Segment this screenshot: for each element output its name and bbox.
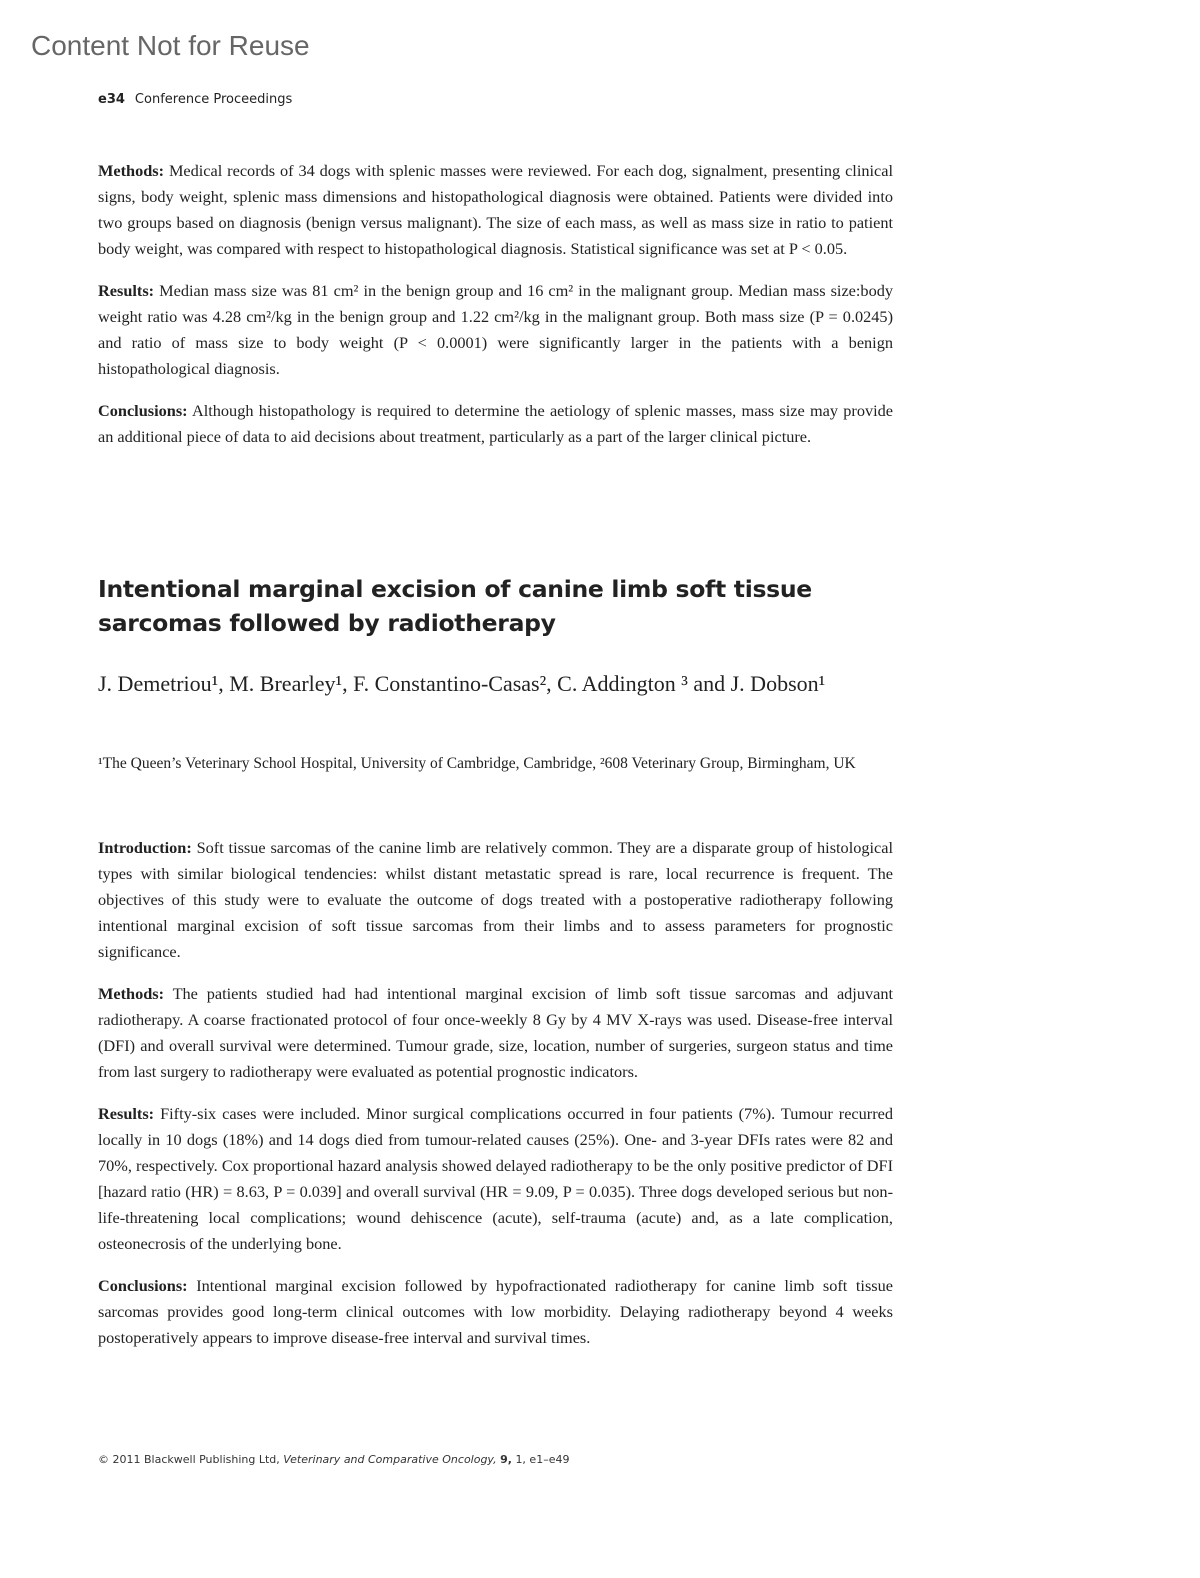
paragraph-conclusions (98, 398, 893, 450)
paragraph-methods (98, 158, 893, 262)
label: Methods: (98, 984, 165, 1003)
paragraph-methods (98, 981, 893, 1085)
page-number: e34 (98, 92, 125, 107)
article-affiliation: ¹The Queen’s Veterinary School Hospital, University of Cambridge, Cambridge, ²608 Veterinary Group, Birmingham, UK (98, 755, 856, 772)
label: Results: (98, 1104, 155, 1123)
label: Conclusions: (98, 1276, 188, 1295)
label: Introduction: (98, 838, 192, 857)
article-authors: J. Demetriou¹, M. Brearley¹, F. Constantino-Casas², C. Addington ³ and J. Dobson¹ (98, 671, 826, 696)
journal-name: Veterinary and Comparative Oncology, (283, 1453, 497, 1466)
article-abstract (98, 835, 893, 1367)
page-footer (98, 1453, 569, 1466)
label: Methods: (98, 161, 165, 180)
paragraph-results (98, 278, 893, 382)
text: Medical records of 34 dogs with splenic masses were reviewed. For each dog, signalment, presenting clinical signs, body weight, splenic mass dimensions and histopathological diagnosis were obtained. Patients were divided into two groups based on diagnosis (benign versus malignant). The size of each mass, as well as mass size in ratio to patient body weight, was compared with respect to histopathological diagnosis. Statistical significance was set at P < 0.05. (98, 161, 893, 258)
issue-pages: 1, e1–e49 (515, 1453, 570, 1466)
running-head (98, 92, 292, 107)
text: Fifty-six cases were included. Minor surgical complications occurred in four patients (7%). Tumour recurred locally in 10 dogs (18%) and 14 dogs died from tumour-related causes (25%). One- and 3-year DFIs rates were 82 and 70%, respectively. Cox proportional hazard analysis showed delayed radiotherapy to be the only positive predictor of DFI [hazard ratio (HR) = 8.63, P = 0.039] and overall survival (HR = 9.09, P = 0.035). Three dogs developed serious but non-life-threatening local complications; wound dehiscence (acute), self-trauma (acute) and, as a late complication, osteonecrosis of the underlying bone. (98, 1104, 894, 1253)
text: Soft tissue sarcomas of the canine limb are relatively common. They are a disparate group of histological types with similar biological tendencies: whilst distant metastatic spread is rare, local recurrence is frequent. The objectives of this study were to evaluate the outcome of dogs treated with a postoperative radiotherapy following intentional marginal excision of soft tissue sarcomas from their limbs and to assess parameters for prognostic significance. (98, 838, 893, 961)
label: Conclusions: (98, 401, 188, 420)
volume: 9, (500, 1453, 512, 1466)
paragraph-introduction (98, 835, 893, 965)
watermark: Content Not for Reuse (31, 30, 310, 61)
section-name: Conference Proceedings (134, 92, 293, 107)
copyright: © 2011 Blackwell Publishing Ltd, (98, 1453, 280, 1466)
text: Although histopathology is required to determine the aetiology of splenic masses, mass size may provide an additional piece of data to aid decisions about treatment, particularly as a part of the larger clinical picture. (98, 401, 894, 446)
paragraph-results (98, 1101, 893, 1257)
text: Intentional marginal excision followed by hypofractionated radiotherapy for canine limb soft tissue sarcomas provides good long-term clinical outcomes with low morbidity. Delaying radiotherapy beyond 4 weeks postoperatively appears to improve disease-free interval and survival times. (98, 1276, 893, 1347)
text: The patients studied had had intentional marginal excision of limb soft tissue sarcomas and adjuvant radiotherapy. A coarse fractionated protocol of four once-weekly 8 Gy by 4 MV X-rays was used. Disease-free interval (DFI) and overall survival were determined. Tumour grade, size, location, number of surgeries, surgeon status and time from last surgery to radiotherapy were evaluated as potential prognostic indicators. (98, 984, 894, 1081)
text: Median mass size was 81 cm² in the benign group and 16 cm² in the malignant group. Median mass size:body weight ratio was 4.28 cm²/kg in the benign group and 1.22 cm²/kg in the malignant group. Both mass size (P = 0.0245) and ratio of mass size to body weight (P < 0.0001) were significantly larger in the patients with a benign histopathological diagnosis. (98, 281, 893, 378)
paragraph-conclusions (98, 1273, 893, 1351)
article-title: Intentional marginal excision of canine limb soft tissue sarcomas followed by radiotherapy (98, 575, 812, 637)
label: Results: (98, 281, 155, 300)
previous-abstract (98, 158, 893, 466)
